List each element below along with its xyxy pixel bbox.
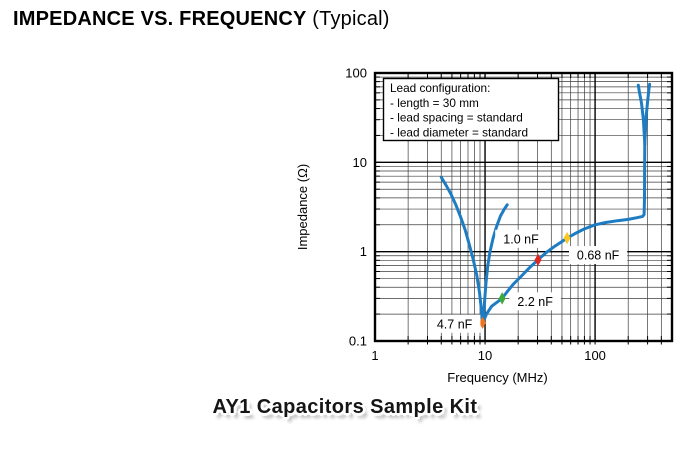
legend-line: - length = 30 mm [390, 95, 479, 110]
legend-line: - lead spacing = standard [390, 110, 523, 125]
marker-label: 4.7 nF [436, 317, 473, 332]
x-tick-label: 1 [371, 348, 379, 363]
marker-label: 1.0 nF [503, 232, 539, 247]
x-axis-label: Frequency (MHz) [447, 370, 548, 385]
page-title-main: IMPEDANCE VS. FREQUENCY [13, 8, 307, 30]
marker-label: 2.2 nF [517, 294, 553, 309]
y-tick-label: 10 [352, 154, 367, 170]
y-tick-label: 1 [359, 244, 367, 260]
x-tick-label: 10 [477, 348, 493, 363]
y-tick-label: 0.1 [348, 333, 367, 349]
y-axis-label: Impedance (Ω) [295, 163, 310, 251]
legend-line: Lead configuration: [390, 81, 491, 95]
page-title-qualifier: (Typical) [312, 8, 390, 30]
figure-caption: AY1 Capacitors Sample Kit [212, 396, 478, 418]
x-tick-label: 100 [584, 348, 606, 363]
y-tick-label: 100 [345, 65, 367, 81]
resonance-marker-0.68nF [564, 232, 571, 244]
marker-label: 0.68 nF [576, 248, 620, 263]
legend-line: - lead diameter = standard [390, 125, 529, 140]
